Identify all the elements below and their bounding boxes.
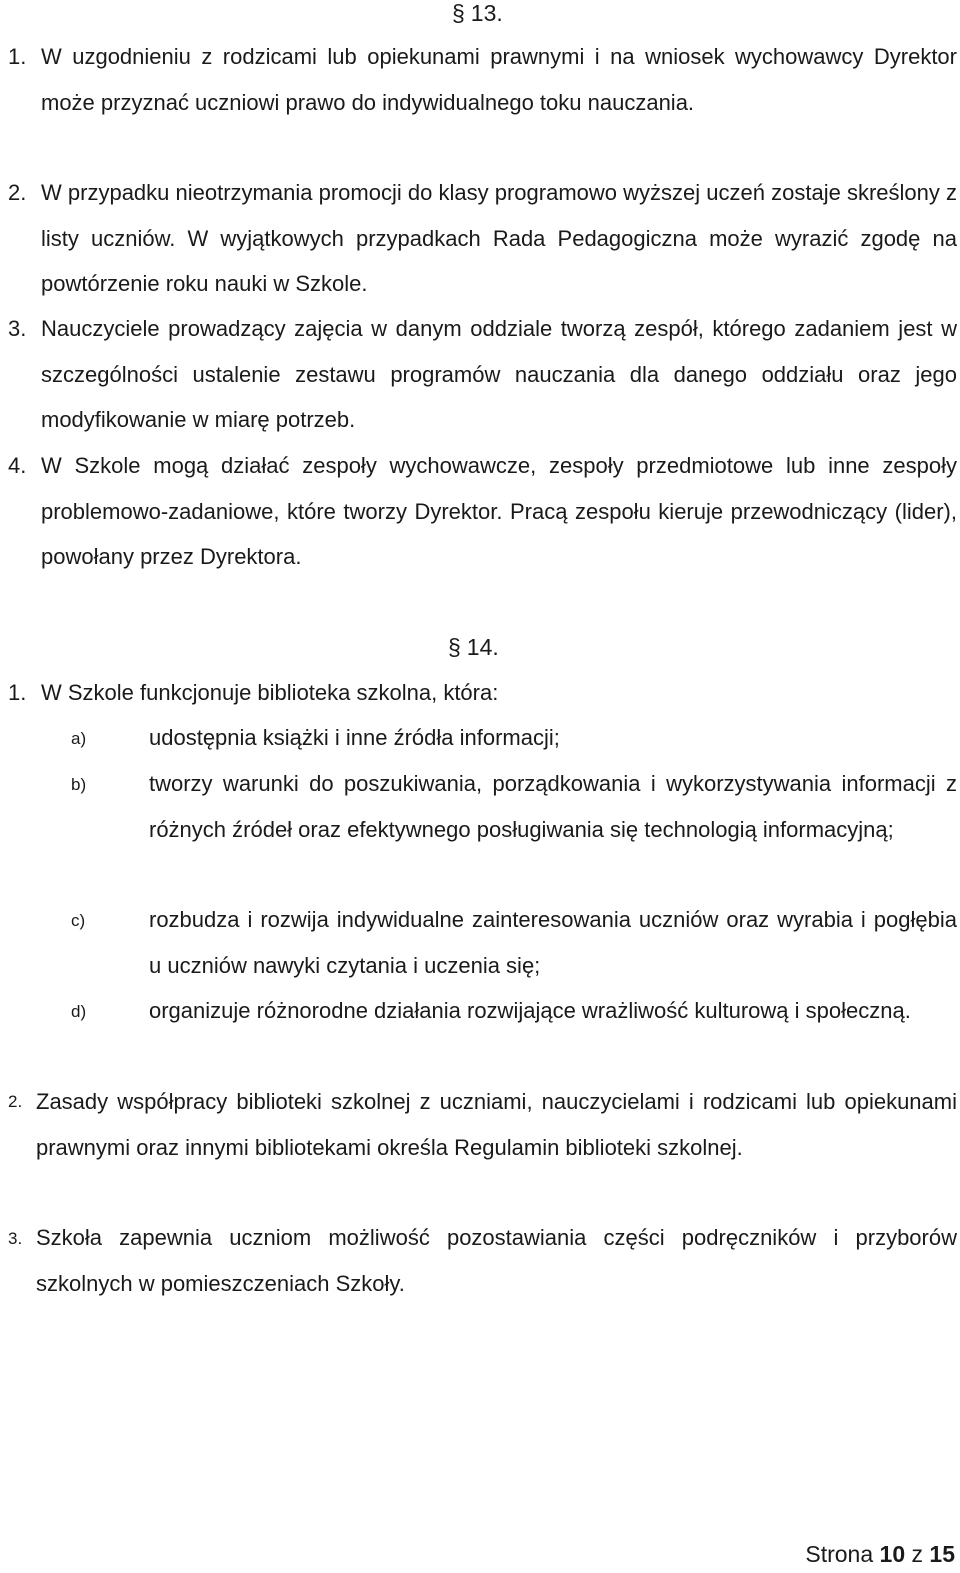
page-footer bbox=[805, 1541, 955, 1568]
paragraph-13-3: Nauczyciele prowadzący zajęcia w danym oddziale tworzą zespół, którego zadaniem jest w szczególności ustalenie zestawu programów nauczania dla danego oddziału oraz jego modyfikowanie w miarę potrzeb. bbox=[41, 316, 957, 432]
subitem-a: udostępnia książki i inne źródła informacji; bbox=[149, 725, 560, 750]
item-number: 4. bbox=[8, 453, 27, 478]
section-13-heading bbox=[452, 0, 503, 27]
section-sign: § bbox=[448, 634, 461, 660]
section-sign: § bbox=[452, 0, 465, 26]
subitem-letter: a) bbox=[71, 729, 87, 748]
footer-separator: z bbox=[911, 1541, 924, 1567]
subitem-b: tworzy warunki do poszukiwania, porządkowania i wykorzystywania informacji z różnych źródeł oraz efektywnego posługiwania się technologią informacyjną; bbox=[149, 771, 957, 842]
subitem-c: rozbudza i rozwija indywidualne zainteresowania uczniów oraz wyrabia i pogłębia u uczniów nawyki czytania i uczenia się; bbox=[149, 907, 957, 978]
paragraph-14-3: Szkoła zapewnia uczniom możliwość pozostawiania części podręczników i przyborów szkolnych w pomieszczeniach Szkoły. bbox=[36, 1225, 957, 1296]
footer-total-pages: 15 bbox=[929, 1541, 955, 1567]
paragraph-14-2: Zasady współpracy biblioteki szkolnej z uczniami, nauczycielami i rodzicami lub opiekunami prawnymi oraz innymi bibliotekami określa Regulamin biblioteki szkolnej. bbox=[36, 1089, 957, 1160]
item-number: 2. bbox=[8, 1092, 23, 1111]
subitem-letter: c) bbox=[71, 911, 86, 930]
footer-label: Strona bbox=[805, 1541, 874, 1567]
item-number: 2. bbox=[8, 180, 27, 205]
subitem-letter: d) bbox=[71, 1002, 87, 1021]
item-number: 3. bbox=[8, 1229, 23, 1248]
section-number: 13. bbox=[470, 0, 503, 26]
paragraph-13-1: W uzgodnieniu z rodzicami lub opiekunami prawnymi i na wniosek wychowawcy Dyrektor może przyznać uczniowi prawo do indywidualnego toku nauczania. bbox=[41, 44, 957, 115]
item-number: 1. bbox=[8, 680, 27, 705]
footer-current-page: 10 bbox=[879, 1541, 906, 1567]
paragraph-13-4: W Szkole mogą działać zespoły wychowawcze, zespoły przedmiotowe lub inne zespoły problemowo-zadaniowe, które tworzy Dyrektor. Pracą zespołu kieruje przewodniczący (lider), powołany przez Dyrektora. bbox=[41, 453, 957, 569]
paragraph-14-1: W Szkole funkcjonuje biblioteka szkolna, która: bbox=[41, 680, 499, 705]
section-number: 14. bbox=[466, 634, 499, 660]
paragraph-13-2: W przypadku nieotrzymania promocji do klasy programowo wyższej uczeń zostaje skreślony z listy uczniów. W wyjątkowych przypadkach Rada Pedagogiczna może wyrazić zgodę na powtórzenie roku nauki w Szkole. bbox=[41, 180, 957, 296]
item-number: 3. bbox=[8, 316, 27, 341]
section-14-heading bbox=[448, 634, 499, 661]
item-number: 1. bbox=[8, 44, 27, 69]
subitem-d: organizuje różnorodne działania rozwijające wrażliwość kulturową i społeczną. bbox=[149, 998, 911, 1023]
subitem-letter: b) bbox=[71, 775, 87, 794]
